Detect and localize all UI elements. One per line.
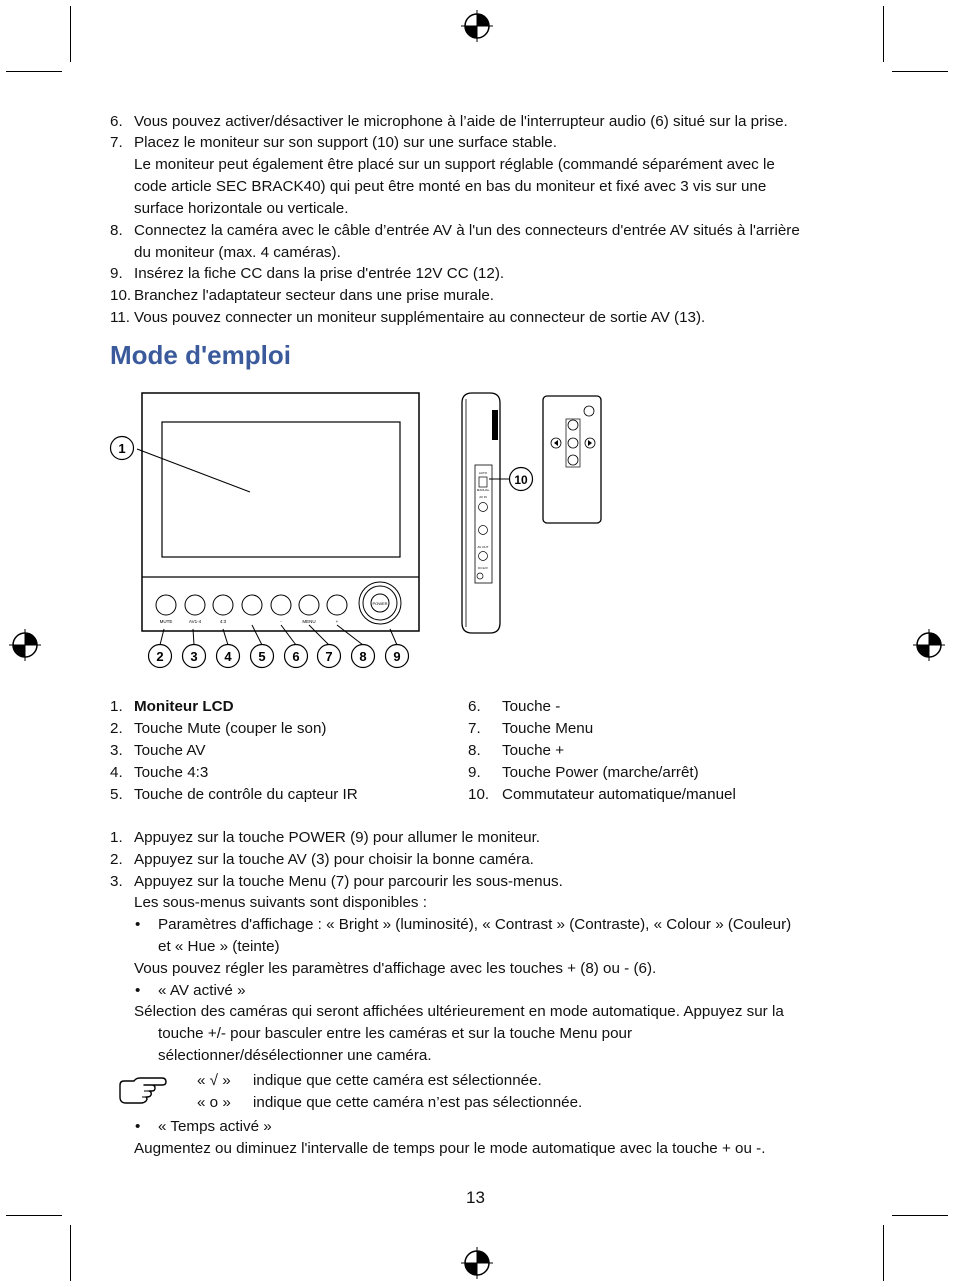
svg-text:6: 6 [292, 649, 300, 664]
step-number: 11. [110, 309, 130, 326]
callout-7 [318, 645, 341, 668]
callout-10 [510, 468, 533, 491]
bullet-text: et « Hue » (teinte) [158, 938, 280, 955]
button-label: MUTE [159, 619, 173, 624]
lcd-screen [162, 422, 400, 557]
step-text: surface horizontale ou verticale. [134, 200, 349, 217]
step-number: 10. [110, 287, 132, 304]
svg-text:8: 8 [359, 649, 367, 664]
power-label: POWER [372, 601, 388, 606]
step-text: Le moniteur peut également être placé sur un support réglable (commandé séparément avec le [134, 156, 775, 173]
button-label: AV1-4 [188, 619, 202, 624]
callout-1 [111, 437, 134, 460]
bullet-icon: • [135, 1118, 141, 1135]
step-text: Branchez l'adaptateur secteur dans une prise murale. [134, 287, 495, 304]
button-label: 4:3 [219, 619, 227, 624]
crop-mark [6, 1215, 62, 1216]
step-text: code article SEC BRACK40) qui peut être monté en bas du moniteur et fixé avec 3 vis sur une [134, 178, 767, 195]
part-label: Touche Menu [502, 720, 594, 737]
pointing-hand-icon [118, 1075, 168, 1105]
svg-text:3: 3 [190, 649, 198, 664]
page-number: 13 [466, 1188, 485, 1207]
part-label: Commutateur automatique/manuel [502, 786, 736, 803]
part-number: 6. [468, 698, 481, 715]
svg-text:AV IN: AV IN [479, 495, 487, 499]
svg-text:10: 10 [514, 473, 528, 487]
part-number: 2. [110, 720, 123, 737]
step-number: 1. [110, 829, 123, 846]
part-label: Moniteur LCD [134, 698, 234, 715]
step-text: Vous pouvez activer/désactiver le microphone à l’aide de l'interrupteur audio (6) situé sur la prise. [134, 113, 788, 130]
part-number: 10. [468, 786, 490, 803]
step-text: du moniteur (max. 4 caméras). [134, 244, 341, 261]
note-symbol: « √ » [197, 1072, 231, 1089]
part-number: 7. [468, 720, 481, 737]
crop-mark [70, 1225, 71, 1281]
part-label: Touche AV [134, 742, 206, 759]
svg-text:AV OUT: AV OUT [477, 545, 489, 549]
button-label: - [280, 619, 282, 624]
bullet-icon: • [135, 982, 141, 999]
note-text: indique que cette caméra est sélectionnée. [253, 1072, 542, 1089]
step-text: Placez le moniteur sur son support (10) sur une surface stable. [134, 134, 557, 151]
step-number: 9. [110, 265, 123, 282]
bullet-text: « Temps activé » [158, 1118, 272, 1135]
crop-mark [892, 1215, 948, 1216]
registration-mark-icon [913, 629, 945, 661]
svg-text:5: 5 [258, 649, 266, 664]
registration-mark-icon [461, 10, 493, 42]
step-number: 6. [110, 113, 123, 130]
crop-mark [883, 6, 884, 62]
part-number: 9. [468, 764, 481, 781]
part-number: 8. [468, 742, 481, 759]
button-label: + [335, 619, 339, 624]
button-label: MENU [302, 619, 316, 624]
crop-mark [70, 6, 71, 62]
callout-4 [217, 645, 240, 668]
svg-text:MANUAL: MANUAL [476, 488, 490, 492]
crop-mark [883, 1225, 884, 1281]
callout-6 [285, 645, 308, 668]
step-number: 7. [110, 134, 123, 151]
step-text: Vous pouvez connecter un moniteur supplémentaire au connecteur de sortie AV (13). [134, 309, 706, 326]
step-text: Appuyez sur la touche AV (3) pour choisir la bonne caméra. [134, 851, 534, 868]
step-number: 3. [110, 873, 123, 890]
part-label: Touche 4:3 [134, 764, 209, 781]
bullet-text: Paramètres d'affichage : « Bright » (luminosité), « Contrast » (Contraste), « Colour » (Couleur) [158, 916, 792, 933]
svg-text:1: 1 [118, 441, 126, 456]
av-text: Sélection des caméras qui seront affichées ultérieurement en mode automatique. Appuyez sur la [134, 1003, 784, 1020]
note-symbol: « ο » [197, 1094, 231, 1111]
part-number: 4. [110, 764, 123, 781]
bullet-text: « AV activé » [158, 982, 246, 999]
step-number: 2. [110, 851, 123, 868]
callout-9 [386, 645, 409, 668]
part-label: Touche Mute (couper le son) [134, 720, 327, 737]
section-title: Mode d'emploi [110, 340, 291, 370]
crop-mark [892, 71, 948, 72]
svg-text:DC12V: DC12V [478, 566, 488, 570]
step-text: Connectez la caméra avec le câble d’entrée AV à l'un des connecteurs d'entrée AV situés à l'arrière [134, 222, 800, 239]
part-number: 3. [110, 742, 123, 759]
svg-text:7: 7 [325, 649, 333, 664]
step-text: Appuyez sur la touche Menu (7) pour parcourir les sous-menus. [134, 873, 563, 890]
part-label: Touche de contrôle du capteur IR [134, 786, 358, 803]
svg-text:2: 2 [156, 649, 164, 664]
av-text: touche +/- pour basculer entre les caméras et sur la touche Menu pour [158, 1025, 633, 1042]
step-number: 8. [110, 222, 123, 239]
svg-text:4: 4 [224, 649, 232, 664]
monitor-diagram [100, 385, 620, 675]
step-text: Appuyez sur la touche POWER (9) pour allumer le moniteur. [134, 829, 541, 846]
av-text: sélectionner/désélectionner une caméra. [158, 1047, 432, 1064]
svg-text:AUTO: AUTO [478, 471, 488, 475]
part-label: Touche Power (marche/arrêt) [502, 764, 699, 781]
callout-3 [183, 645, 206, 668]
part-label: Touche - [502, 698, 561, 715]
display-note: Vous pouvez régler les paramètres d'affichage avec les touches + (8) ou - (6). [134, 960, 657, 977]
part-number: 5. [110, 786, 123, 803]
callout-8 [352, 645, 375, 668]
bullet-icon: • [135, 916, 141, 933]
registration-mark-icon [461, 1247, 493, 1279]
crop-mark [6, 71, 62, 72]
svg-text:9: 9 [393, 649, 401, 664]
submenus-intro: Les sous-menus suivants sont disponibles : [134, 894, 427, 911]
registration-mark-icon [9, 629, 41, 661]
callout-5 [251, 645, 274, 668]
callout-2 [149, 645, 172, 668]
step-text: Insérez la fiche CC dans la prise d'entrée 12V CC (12). [134, 265, 505, 282]
part-number: 1. [110, 698, 123, 715]
note-text: indique que cette caméra n’est pas sélectionnée. [253, 1094, 583, 1111]
part-label: Touche + [502, 742, 565, 759]
time-text: Augmentez ou diminuez l'intervalle de temps pour le mode automatique avec la touche + ou -. [134, 1140, 766, 1157]
